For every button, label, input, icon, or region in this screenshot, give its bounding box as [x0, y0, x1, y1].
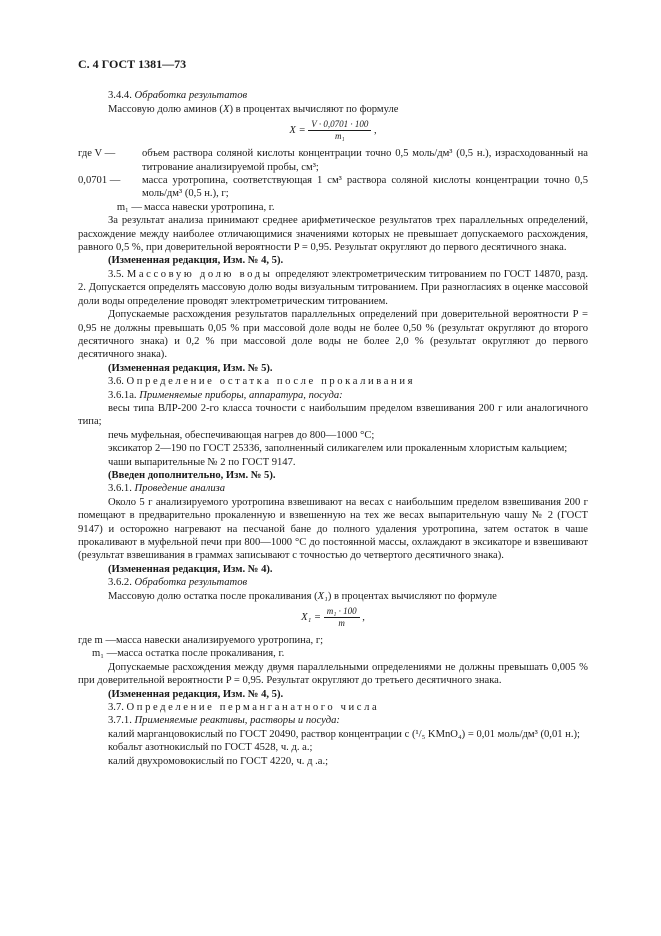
formula-numerator: V · 0,0701 · 100 — [308, 119, 371, 131]
section-title: Определение перманганатного числа — [126, 702, 380, 714]
section-title: Массовую долю воды — [126, 268, 273, 280]
section-3-5-paragraph: 3.5. Массовую долю воды определяют электрометрическим титрованием по ГОСТ 14870, разд. 2. Допускается определять массовую долю воды визуальным титрованием. При разногласиях в оценке массовой доли воды определение проводят электрометрическим титрованием. — [78, 268, 589, 307]
section-title: Обработка результатов — [134, 90, 248, 102]
list-item: эксикатор 2—190 по ГОСТ 25336, заполненный силикагелем или прокаленным хлористым кальцием; — [108, 443, 568, 455]
paragraph: За результат анализа принимают среднее арифметическое результатов трех параллельных определений, расхождение между наиболее отличающимися значениями которых не превышает допускаемого расхождения, равного 0,5 %, при доверительной вероятности P = 0,95. Результат округляют до первого десятичного знака. — [78, 215, 588, 254]
formula-fraction — [324, 606, 360, 629]
list-item: калий двухромовокислый по ГОСТ 4220, ч. д .а.; — [108, 755, 329, 767]
formula-amines: X = $\frac{V \cdot 0,0701 \cdot 100}{\text{m₁}}$ , — [289, 119, 377, 142]
section-3-7-1-heading: 3.7.1. Применяемые реактивы, растворы и посуда: — [108, 715, 340, 727]
where-item: где m — масса навески анализируемого уротропина, г; — [78, 635, 324, 647]
paragraph: Допускаемые расхождения результатов параллельных определений при доверительной вероятности P = 0,95 не должны превышать 0,05 % при массовой доле воды не более 0,50 % (результат округляют до второго десятичного знака) и 0,2 % при массовой доле воды не более 2,0 % (результат округляют до первого десятичного знака). — [78, 309, 588, 361]
section-3-4-4-heading — [78, 89, 588, 102]
formula-denominator: m — [338, 618, 345, 629]
edition-note: (Измененная редакция, Изм. № 4). — [108, 563, 273, 575]
section-3-6-heading: 3.6. Определение остатка после прокаливания — [108, 376, 416, 388]
where-item: m₁ — масса навески уротропина, г. — [116, 201, 275, 213]
list-item: кобальт азотнокислый по ГОСТ 4528, ч. д. а.; — [108, 742, 313, 754]
edition-note: (Измененная редакция, Изм. № 5). — [108, 362, 273, 374]
formula-lhs: X₁ = — [301, 611, 322, 623]
list-item: весы типа ВЛР-200 2-го класса точности с наибольшим пределом взвешивания 200 г или аналогичного типа; — [78, 402, 588, 428]
formula-intro: Массовую долю аминов (X) в процентах вычисляют по формуле — [108, 103, 399, 115]
page-header: С. 4 ГОСТ 1381—73 — [78, 57, 187, 71]
edition-note: (Измененная редакция, Изм. № 4, 5). — [108, 255, 284, 267]
list-item: калий марганцовокислый по ГОСТ 20490, раствор концентрации с (¹/₅ KMnO₄) = 0,01 моль/дм³ (0,01 н.); — [108, 728, 580, 740]
section-title: Определение остатка после прокаливания — [126, 376, 416, 388]
section-number: 3.4.4. — [108, 90, 132, 102]
section-3-6-1-heading: 3.6.1. Проведение анализа — [108, 483, 226, 495]
section-3-6-2-heading: 3.6.2. Обработка результатов — [108, 577, 248, 589]
paragraph: Около 5 г анализируемого уротропина взвешивают на весах с наибольшим пределом взвешивания 200 г помещают в предварительно прокаленную и взвешенную на тех же весах выпарительную чашу № 2 (ГОСТ 9147) и осторожно нагревают на песчаной бане до полного удаления уротропина, затем остаток в чаше прокаливают в муфельной печи при 800—1000 °С до постоянной массы, охлаждают в эксикаторе и взвешивают (результат взвешивания в граммах записывают с точностью до четвертого десятичного знака). — [78, 496, 588, 562]
edition-note: (Введен дополнительно, Изм. № 5). — [108, 469, 276, 481]
where-item: где V — объем раствора соляной кислоты концентрации точно 0,5 моль/дм³ (0,5 н.), израсходованный на титрование анализируемой пробы, см³; — [78, 148, 588, 173]
where-item: m₁ — масса остатка после прокаливания, г. — [92, 648, 285, 660]
section-3-7-heading: 3.7. Определение перманганатного числа — [108, 702, 380, 714]
edition-note: (Измененная редакция, Изм. № 4, 5). — [108, 688, 284, 700]
where-item: 0,0701 — масса уротропина, соответствующая 1 см³ раствора соляной кислоты концентрации точно 0,5 моль/дм³ (0,5 н.), г; — [78, 175, 588, 200]
formula-fraction — [308, 119, 371, 142]
formula-denominator: m₁ — [334, 131, 345, 142]
formula-lhs: X = — [289, 125, 306, 137]
list-item: чаши выпарительные № 2 по ГОСТ 9147. — [108, 456, 296, 468]
list-item: печь муфельная, обеспечивающая нагрев до 800—1000 °С; — [108, 429, 375, 441]
document-page — [78, 58, 588, 768]
paragraph: Допускаемые расхождения между двумя параллельными определениями не должны превышать 0,005 % при доверительной вероятности P = 0,95. Результат округляют до третьего десятичного знака. — [78, 661, 588, 687]
section-3-6-1a-heading: 3.6.1а. Применяемые приборы, аппаратура, посуда: — [108, 389, 343, 401]
formula-residue: X₁ = $\frac{\text{m₁ · 100}}{m}$ , — [301, 606, 365, 629]
formula-intro: Массовую долю остатка после прокаливания (X₁) в процентах вычисляют по формуле — [108, 590, 497, 602]
formula-numerator: m₁ · 100 — [324, 606, 360, 618]
